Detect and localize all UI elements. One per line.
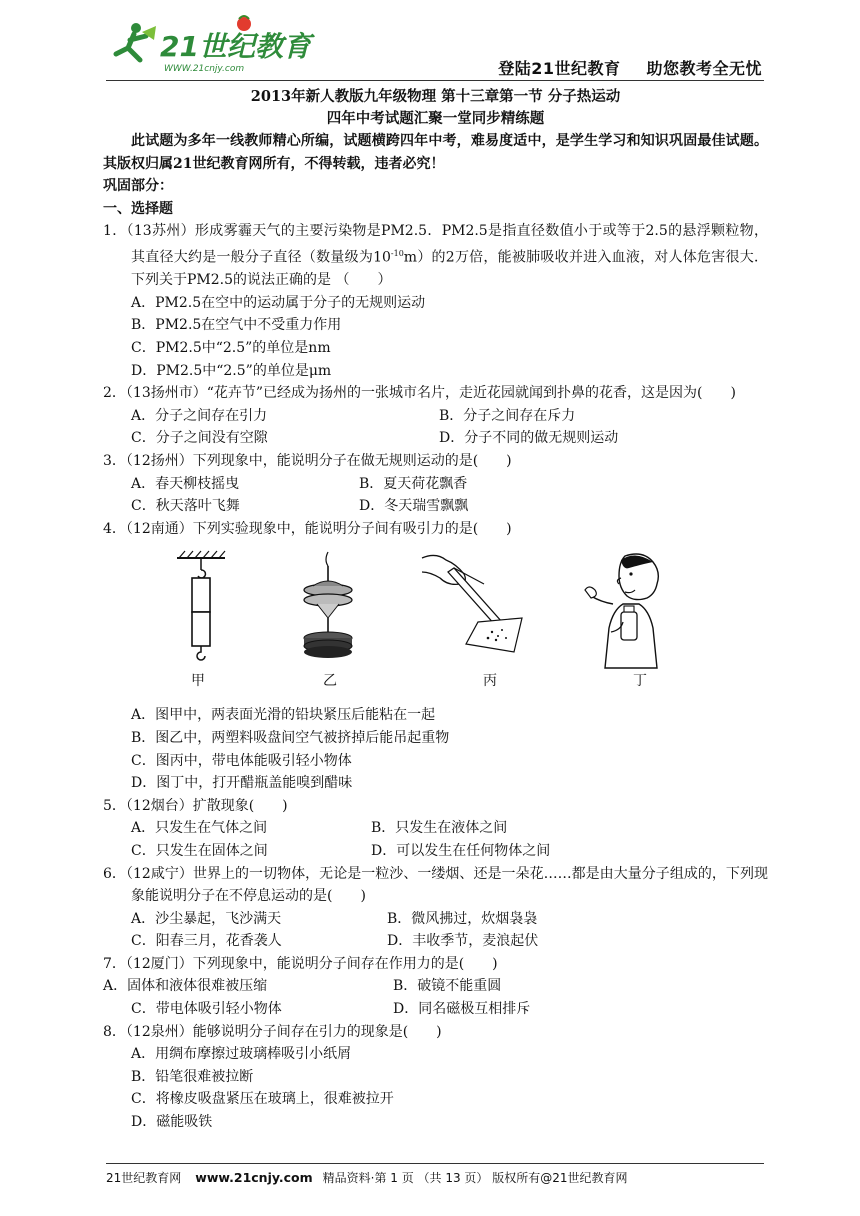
document-body [103,86,768,1134]
question-2: 2．（13扬州市）“花卉节”已经成为扬州的一张城市名片，走近花园就闻到扑鼻的花香，这是因为( ) [103,385,736,402]
page-footer [106,1169,628,1186]
question-6: 6．（12咸宁）世界上的一切物体，无论是一粒沙、一缕烟、还是一朵花……都是由大量分子组成的，下列现象能说明分子在不停息运动的是( ) [103,865,768,905]
site-logo [106,14,311,76]
slogan-left: 登陆21世纪教育 [498,59,621,78]
q8-option-c: C．将橡皮吸盘紧压在玻璃上，很难被拉开 [131,1091,394,1108]
q2-options-row-2 [103,427,768,450]
q6-option-d: D．丰收季节，麦浪起伏 [387,933,539,950]
q3-option-c: C．秋天落叶飞舞 [131,498,240,515]
q4-option-a: A．图甲中，两表面光滑的铅块紧压后能粘在一起 [131,707,436,724]
q1-option-a: A．PM2.5在空中的运动属于分子的无规则运动 [131,294,426,311]
q7-option-b: B．破镜不能重圆 [393,978,502,995]
q8-option-a: A．用绸布摩擦过玻璃棒吸引小纸屑 [131,1046,352,1063]
q1-option-b: B．PM2.5在空气中不受重力作用 [131,317,342,334]
question-1: 1．（13苏州）形成雾霾天气的主要污染物是PM2.5．PM2.5是指直径数值小于或等于2.5的悬浮颗粒物，其直径大约是一般分子直径（数量级为$10^{-10}m$）的2万倍，能被肺吸收并进入血液，对人体危害很大．下列关于PM2.5的说法正确的是 （ ） [103,223,768,289]
question-7: 7．（12厦门）下列现象中，能说明分子间存在作用力的是( ) [103,955,498,972]
logo-text: 21世纪教育 [160,30,311,63]
q6-option-a: A．沙尘暴起，飞沙满天 [131,910,282,927]
q3-options-row-1 [103,473,768,496]
q8-option-b: B．铅笔很难被拉断 [131,1068,254,1085]
q6-options-row-2 [103,930,768,953]
q5-options-row-1 [103,817,768,840]
question-3: 3．（12扬州）下列现象中，能说明分子在做无规则运动的是( ) [103,452,512,469]
q2-option-c: C．分子之间没有空隙 [131,430,268,447]
q5-options-row-2 [103,840,768,863]
footer-rule [106,1163,764,1164]
footer-site-link[interactable]: www.21cnjy.com [195,1170,313,1185]
logo-url: WWW.21cnjy.com [164,64,245,74]
q2-options-row-1 [103,405,768,428]
figure-jia-lead-blocks [173,548,229,663]
q3-options-row-2 [103,495,768,518]
q3-option-b: B．夏天荷花飘香 [359,475,468,492]
q6-options-row-1 [103,908,768,931]
q7-options-row-2 [103,998,768,1021]
figure-label-jia: 甲 [191,673,205,690]
question-8: 8．（12泉州）能够说明分子间存在引力的现象是( ) [103,1023,442,1040]
copyright-notice: 此试题为多年一线教师精心所编，试题横跨四年中考，难易度适中，是学生学习和知识巩固最佳试题。其版权归属21世纪教育网所有，不得转载，违者必究！ [103,133,768,172]
figure-yi-suction-cups [293,548,363,663]
header-slogan [498,56,762,79]
slogan-right: 助您教考全无忧 [646,59,762,78]
question-4: 4．（12南通）下列实验现象中，能说明分子间有吸引力的是( ) [103,520,512,537]
figure-label-yi: 乙 [323,673,337,690]
q7-option-a: A．固体和液体很难被压缩 [103,978,268,995]
figure-label-bing: 丙 [483,673,497,690]
q1-option-c: C．PM2.5中“2.5”的单位是nm [131,340,331,356]
question-5: 5．（12烟台）扩散现象( ) [103,797,288,814]
header-rule [106,80,764,81]
section-heading-choice: 一、选择题 [103,200,173,217]
footer-left: 21世纪教育网 [106,1171,182,1185]
q5-option-b: B．只发生在液体之间 [371,820,508,837]
q7-options-row-1 [103,975,768,998]
q1-option-d: D．PM2.5中“2.5”的单位是μm [131,362,332,379]
doc-title-2: 四年中考试题汇聚一堂同步精练题 [326,110,545,127]
q4-option-d: D．图丁中，打开醋瓶盖能嗅到醋味 [131,775,353,792]
q6-option-b: B．微风拂过，炊烟袅袅 [387,910,538,927]
figure-bing-charged-rod [418,548,528,663]
q5-option-d: D．可以发生在任何物体之间 [371,842,551,859]
q4-option-c: C．图丙中，带电体能吸引轻小物体 [131,752,352,769]
q3-option-d: D．冬天瑞雪飘飘 [359,498,469,515]
q2-option-b: B．分子之间存在斥力 [439,407,576,424]
figure-label-ding: 丁 [633,673,647,690]
q2-option-d: D．分子不同的做无规则运动 [439,430,619,447]
figure-ding-person-smelling [581,548,671,668]
q4-option-b: B．图乙中，两塑料吸盘间空气被挤掉后能吊起重物 [131,729,450,746]
q3-option-a: A．春天柳枝摇曳 [131,475,240,492]
q5-option-a: A．只发生在气体之间 [131,820,268,837]
footer-right: 精品资料·第 1 页 （共 13 页） 版权所有@21世纪教育网 [322,1171,628,1185]
q2-option-a: A．分子之间存在引力 [131,407,268,424]
q5-option-c: C．只发生在固体之间 [131,842,268,859]
doc-title-1: 2013年新人教版九年级物理 第十三章第一节 分子热运动 [250,88,621,105]
q7-option-d: D．同名磁极互相排斥 [393,1001,531,1018]
section-heading-consolidation: 巩固部分： [103,178,173,195]
q7-option-c: C．带电体吸引轻小物体 [131,1001,282,1018]
q8-option-d: D．磁能吸铁 [131,1114,213,1131]
q6-option-c: C．阳春三月，花香袭人 [131,933,282,950]
q4-figures [103,548,768,700]
